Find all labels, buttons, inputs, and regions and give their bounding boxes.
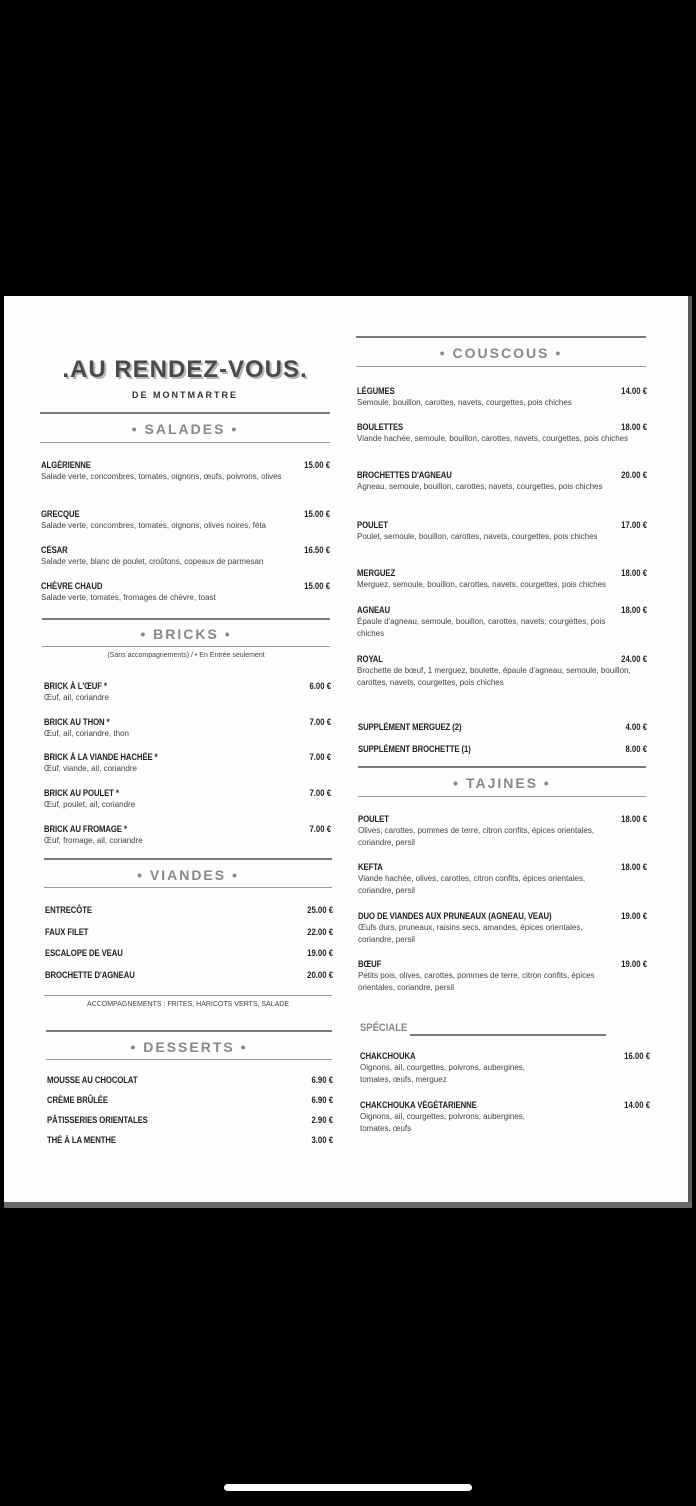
menu-item <box>358 959 598 994</box>
menu-item-name: CHAKCHOUKA <box>360 1051 416 1061</box>
section-title-salades: • SALADES • <box>131 421 239 437</box>
divider <box>358 796 646 797</box>
menu-item-price: 19.00 € <box>621 959 647 969</box>
divider <box>42 646 330 647</box>
divider <box>356 366 646 367</box>
menu-item-name: FAUX FILET <box>45 927 89 937</box>
logo-title <box>40 356 330 384</box>
menu-item-price: 22.00 € <box>307 927 333 937</box>
menu-item <box>41 581 291 604</box>
menu-item-price: 6.00 € <box>309 681 331 691</box>
menu-item-name: BŒUF <box>358 959 382 969</box>
menu-item-price: 17.00 € <box>621 520 647 530</box>
menu-item-description: Brochette de bœuf, 1 merguez, boulette, épaule d'agneau, semoule, bouillon, carottes, navets, courgettes, pois chiches <box>357 666 631 687</box>
menu-item <box>41 460 291 483</box>
menu-item <box>357 386 633 409</box>
menu-item <box>44 788 284 811</box>
menu-item <box>45 970 285 980</box>
divider <box>356 336 646 338</box>
section-title-couscous: • COUSCOUS • <box>439 345 563 361</box>
menu-item-name: CÉSAR <box>41 545 68 555</box>
menu-item <box>357 470 633 493</box>
menu-item <box>41 545 291 568</box>
menu-item-name: BRICK AU POULET * <box>44 788 119 798</box>
menu-item-price: 19.00 € <box>307 948 333 958</box>
section-title-speciale: SPÉCIALE <box>360 1022 408 1034</box>
menu-item-name: BRICK À LA VIANDE HACHÉE * <box>44 752 158 762</box>
divider <box>410 1034 606 1036</box>
section-title-bricks: • BRICKS • <box>140 626 232 642</box>
menu-item-description: Viande hachée, semoule, bouillon, carottes, navets, courgettes, pois chiches <box>357 434 629 443</box>
menu-item-price: 6.90 € <box>311 1095 333 1105</box>
menu-item-description: Merguez, semoule, bouillon, carottes, navets, courgettes, pois chiches <box>357 580 607 589</box>
menu-item-description: Oignons, ail, courgettes, poivrons, aubergines, tomates, œufs <box>360 1112 525 1133</box>
menu-item <box>358 814 598 849</box>
menu-item-price: 4.00 € <box>625 722 647 732</box>
menu-item-name: CRÈME BRÛLÉE <box>47 1095 108 1105</box>
divider <box>44 858 332 860</box>
menu-item-name: KEFTA <box>358 862 383 872</box>
menu-item-price: 15.00 € <box>304 509 330 519</box>
menu-item-description: Olives, carottes, pommes de terre, citron confits, épices orientales, coriandre, persil <box>358 826 595 847</box>
menu-item-name: ALGÉRIENNE <box>41 460 91 470</box>
section-title-tajines: • TAJINES • <box>453 775 551 791</box>
menu-item <box>357 654 633 689</box>
menu-item <box>44 717 284 740</box>
divider <box>40 412 330 414</box>
divider <box>40 442 330 443</box>
divider <box>42 618 330 620</box>
divider <box>358 766 646 768</box>
menu-item-price: 18.00 € <box>621 605 647 615</box>
menu-item-name: POULET <box>357 520 388 530</box>
menu-item-price: 18.00 € <box>621 568 647 578</box>
menu-item-description: Viande hachée, olives, carottes, citron confits, épices orientales, coriandre, persil <box>358 874 586 895</box>
menu-item-description: Oignons, ail, courgettes, poivrons, aubergines, tomates, œufs, merguez <box>360 1063 525 1084</box>
bricks-note: (Sans accompagnements) / • En Entrée seulement <box>107 652 265 659</box>
menu-item-description: Salade verte, tomates, fromages de chèvre, toast <box>41 593 216 602</box>
menu-item-price: 7.00 € <box>309 752 331 762</box>
menu-item-price: 6.90 € <box>311 1075 333 1085</box>
menu-item <box>47 1075 287 1085</box>
menu-item-description: Poulet, semoule, bouillon, carottes, navets, courgettes, pois chiches <box>357 532 598 541</box>
menu-item <box>44 824 284 847</box>
menu-item <box>358 744 598 754</box>
menu-item-price: 14.00 € <box>624 1100 650 1110</box>
menu-item-description: Œuf, fromage, ail, coriandre <box>44 836 143 845</box>
menu-item <box>360 1051 550 1086</box>
menu-item-description: Œuf, ail, coriandre, thon <box>44 729 129 738</box>
menu-item-name: SUPPLÉMENT MERGUEZ (2) <box>358 722 462 732</box>
menu-item <box>357 605 633 640</box>
menu-item-name: BRICK AU THON * <box>44 717 110 727</box>
menu-item <box>357 568 633 591</box>
logo-main-text: AU RENDEZ-VOUS <box>69 356 300 383</box>
menu-item-price: 19.00 € <box>621 911 647 921</box>
divider <box>44 887 332 888</box>
menu-item-name: SUPPLÉMENT BROCHETTE (1) <box>358 744 471 754</box>
menu-item <box>47 1115 287 1125</box>
menu-item-price: 7.00 € <box>309 717 331 727</box>
menu-item-name: ENTRECÔTE <box>45 905 92 915</box>
menu-item <box>47 1095 287 1105</box>
menu-item-name: BOULETTES <box>357 422 404 432</box>
menu-item-price: 20.00 € <box>621 470 647 480</box>
menu-item <box>44 681 284 704</box>
menu-item-price: 16.00 € <box>624 1051 650 1061</box>
menu-item-price: 2.90 € <box>311 1115 333 1125</box>
menu-item-description: Petits pois, olives, carottes, pommes de terre, citron confits, épices orientales, coriandre, persil <box>358 971 595 992</box>
menu-item-name: PÂTISSERIES ORIENTALES <box>47 1115 148 1125</box>
menu-item-name: DUO DE VIANDES AUX PRUNEAUX (AGNEAU, VEAU) <box>358 911 552 921</box>
menu-item-price: 15.00 € <box>304 460 330 470</box>
menu-item-name: BROCHETTES D'AGNEAU <box>357 470 452 480</box>
menu-item-name: GRECQUE <box>41 509 80 519</box>
menu-item-price: 7.00 € <box>309 824 331 834</box>
menu-item-price: 15.00 € <box>304 581 330 591</box>
menu-item-price: 3.00 € <box>311 1135 333 1145</box>
menu-item-name: THÉ À LA MENTHE <box>47 1135 116 1145</box>
menu-item-description: Œuf, poulet, ail, coriandre <box>44 800 136 809</box>
home-indicator <box>224 1484 472 1491</box>
menu-item-name: LÉGUMES <box>357 386 395 396</box>
menu-item-name: MOUSSE AU CHOCOLAT <box>47 1075 138 1085</box>
section-title-desserts: • DESSERTS • <box>130 1039 248 1055</box>
menu-item-name: ESCALOPE DE VEAU <box>45 948 123 958</box>
menu-item-name: ROYAL <box>357 654 383 664</box>
menu-item-name: CHAKCHOUKA VÉGÉTARIENNE <box>360 1100 477 1110</box>
restaurant-logo <box>40 350 330 414</box>
menu-item-price: 24.00 € <box>621 654 647 664</box>
menu-item-price: 16.50 € <box>304 545 330 555</box>
menu-item-description: Salade verte, concombres, tomates, oignons, œufs, poivrons, olives <box>41 472 282 481</box>
sheet-shadow-bottom <box>4 1202 692 1208</box>
menu-item <box>45 905 285 915</box>
menu-item-price: 18.00 € <box>621 814 647 824</box>
menu-item-description: Semoule, bouillon, carottes, navets, courgettes, pois chiches <box>357 398 572 407</box>
menu-item-name: MERGUEZ <box>357 568 396 578</box>
menu-item <box>357 520 633 543</box>
menu-item-description: Salade verte, blanc de poulet, croûtons, copeaux de parmesan <box>41 557 264 566</box>
menu-item-price: 8.00 € <box>625 744 647 754</box>
menu-item-description: Épaule d'agneau, semoule, bouillon, carottes, navets, courgettes, pois chiches <box>357 617 606 638</box>
viandes-note: ACCOMPAGNEMENTS : FRITES, HARICOTS VERTS, SALADE <box>87 1001 289 1008</box>
menu-item <box>358 862 598 897</box>
menu-item <box>357 422 633 445</box>
menu-item-name: CHÈVRE CHAUD <box>41 581 103 591</box>
divider <box>44 995 332 996</box>
menu-item <box>358 911 598 946</box>
menu-item-name: BROCHETTE D'AGNEAU <box>45 970 135 980</box>
logo-subtitle: DE MONTMARTRE <box>132 390 238 400</box>
logo-dot-right: . <box>300 356 308 383</box>
menu-item-name: AGNEAU <box>357 605 391 615</box>
menu-item <box>44 752 284 775</box>
menu-item-price: 14.00 € <box>621 386 647 396</box>
menu-item-description: Œuf, viande, ail, coriandre <box>44 764 137 773</box>
menu-item-description: Œufs durs, pruneaux, raisins secs, amandes, épices orientales, coriandre, persil <box>358 923 583 944</box>
menu-item-description: Salade verte, concombres, tomates, oignons, olives noires, féta <box>41 521 267 530</box>
divider <box>46 1059 332 1060</box>
menu-item-name: BRICK À L'ŒUF * <box>44 681 107 691</box>
menu-item-price: 7.00 € <box>309 788 331 798</box>
sheet-shadow-right <box>688 296 692 1208</box>
menu-item <box>45 948 285 958</box>
menu-item-price: 25.00 € <box>307 905 333 915</box>
menu-item-price: 18.00 € <box>621 862 647 872</box>
menu-item <box>358 722 598 732</box>
menu-item-price: 18.00 € <box>621 422 647 432</box>
divider <box>46 1030 332 1032</box>
menu-item-price: 20.00 € <box>307 970 333 980</box>
section-title-viandes: • VIANDES • <box>137 867 239 883</box>
logo-dot-left: . <box>62 356 70 383</box>
menu-item-description: Agneau, semoule, bouillon, carottes, navets, courgettes, pois chiches <box>357 482 603 491</box>
menu-item <box>360 1100 550 1135</box>
menu-item-name: BRICK AU FROMAGE * <box>44 824 127 834</box>
menu-item <box>47 1135 287 1145</box>
menu-item <box>45 927 285 937</box>
menu-item-description: Œuf, ail, coriandre <box>44 693 109 702</box>
menu-item <box>41 509 291 532</box>
menu-item-name: POULET <box>358 814 389 824</box>
